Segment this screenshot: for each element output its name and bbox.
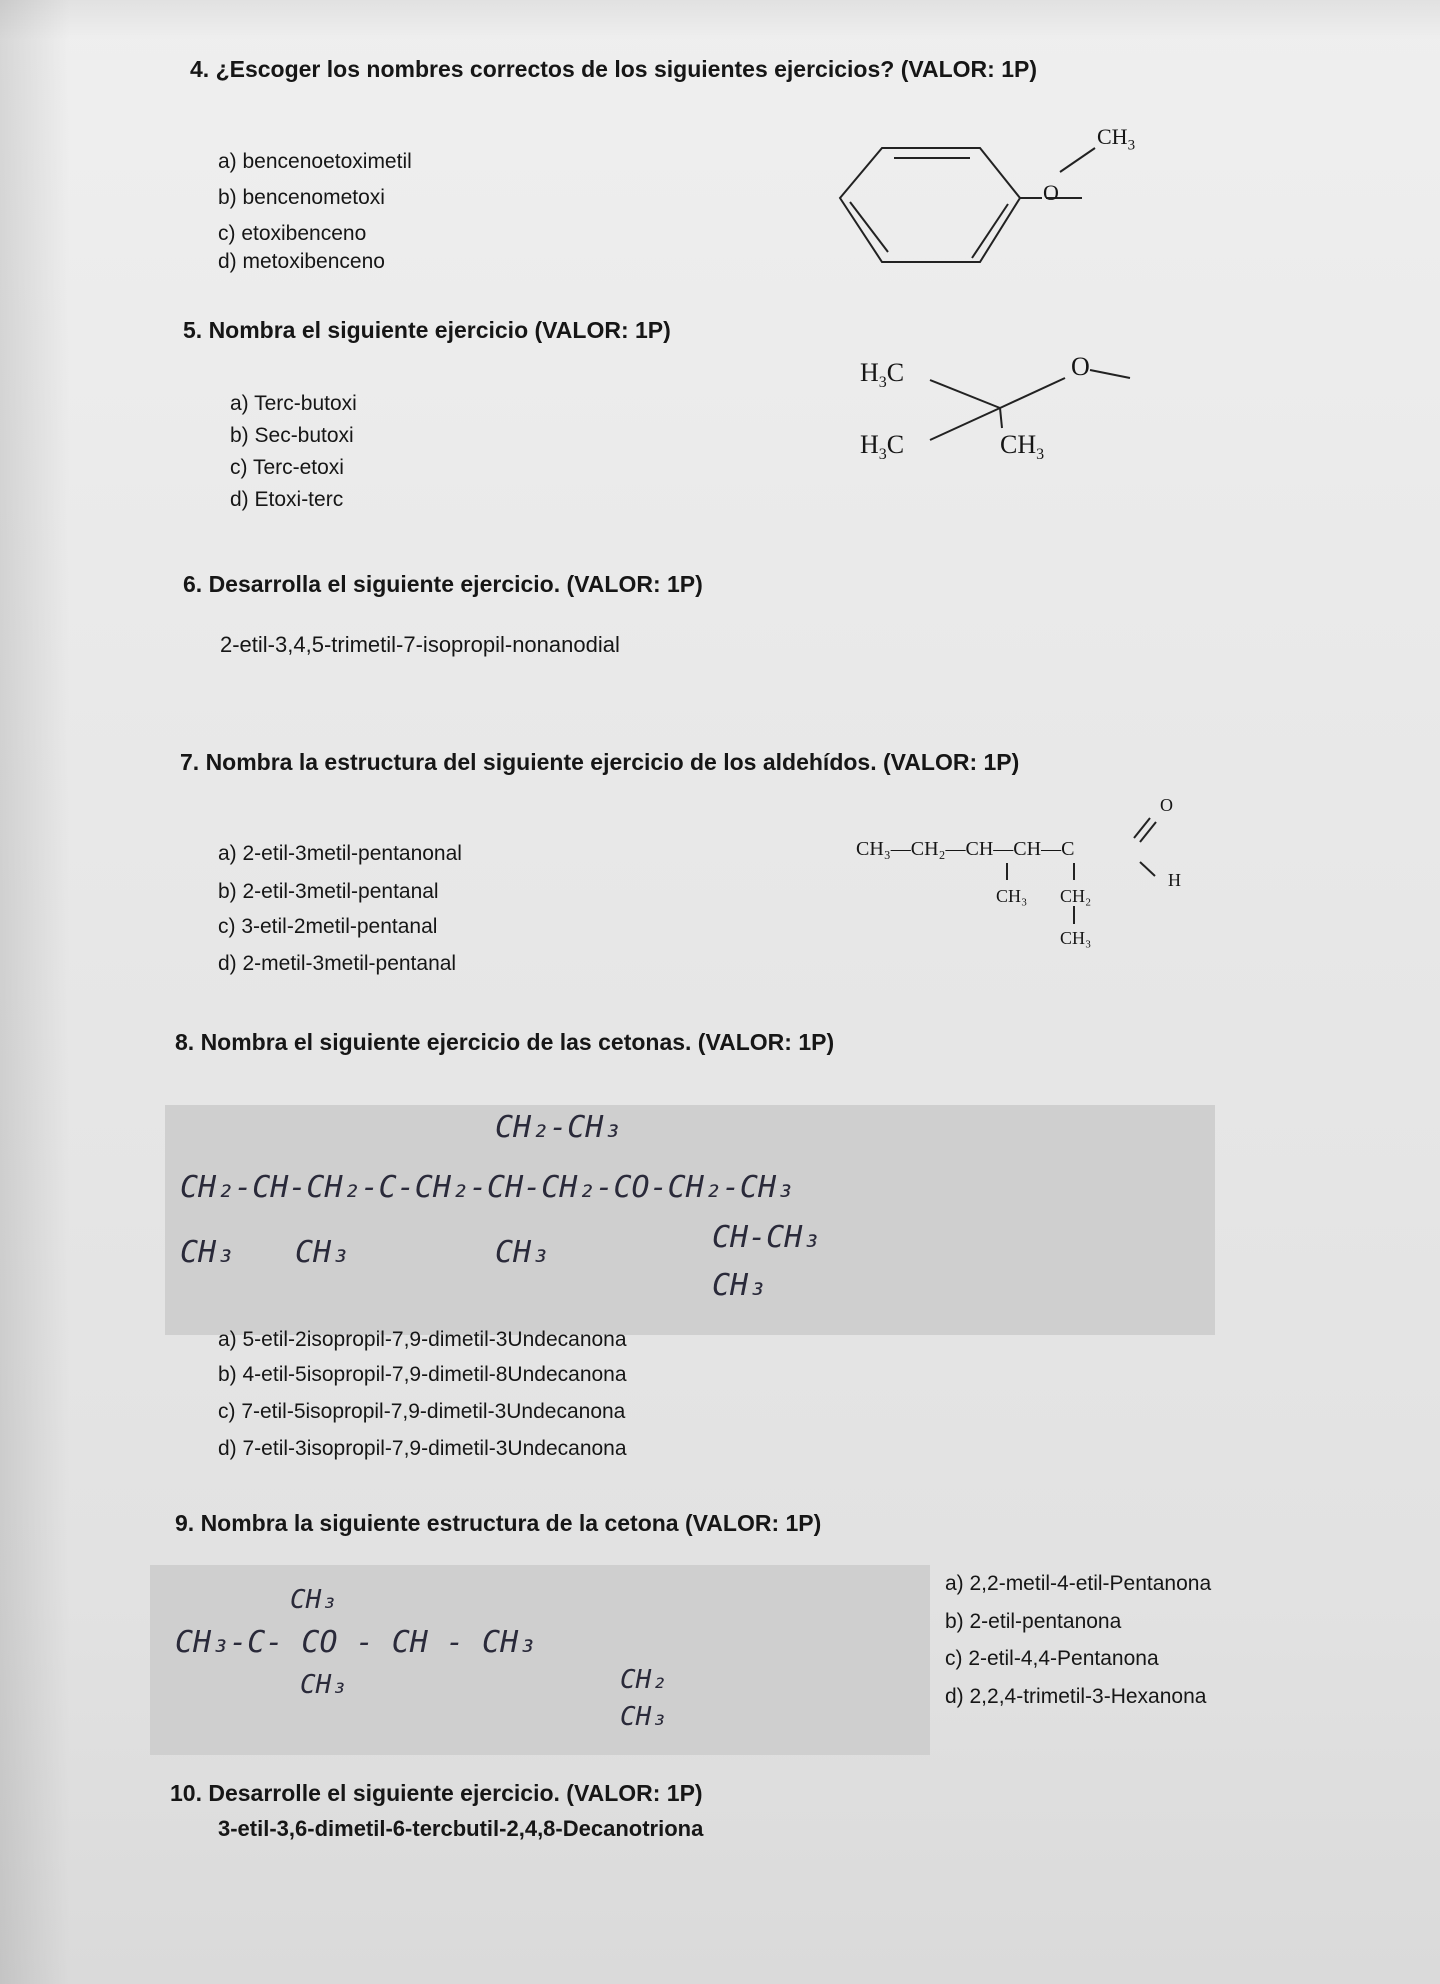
q4-option-d[interactable]: d) metoxibenceno	[218, 250, 385, 273]
q8-top-branch: CH₂-CH₃	[495, 1110, 622, 1145]
q8-branch-1: CH₃	[180, 1235, 235, 1270]
q9-branch-2: CH₂	[620, 1665, 667, 1695]
q7-sub-ch3: CH₃	[996, 886, 1028, 906]
q6-compound-name: 2-etil-3,4,5-trimetil-7-isopropil-nonanodial	[220, 632, 620, 657]
q9-structure-box	[150, 1565, 930, 1755]
question-8-title: 8. Nombra el siguiente ejercicio de las cetonas. (VALOR: 1P)	[175, 1029, 835, 1055]
q8-branch-3: CH₃	[495, 1235, 550, 1270]
q9-option-a[interactable]: a) 2,2-metil-4-etil-Pentanona	[945, 1572, 1212, 1595]
q8-structure-box	[165, 1105, 1215, 1335]
q7-sub-ch3-end: CH₃	[1060, 928, 1092, 948]
q5-h3c-top: $H_3C$	[860, 358, 905, 392]
q9-option-c[interactable]: c) 2-etil-4,4-Pentanona	[945, 1647, 1159, 1670]
question-9-title: 9. Nombra la siguiente estructura de la cetona (VALOR: 1P)	[175, 1510, 822, 1536]
question-7-title: 7. Nombra la estructura del siguiente ejercicio de los aldehídos. (VALOR: 1P)	[180, 749, 1020, 775]
q4-option-a[interactable]: a) bencenoetoximetil	[218, 150, 412, 173]
q7-aldehyde-h: H	[1168, 870, 1181, 890]
q8-option-a[interactable]: a) 5-etil-2isopropil-7,9-dimetil-3Undecanona	[218, 1328, 627, 1351]
q10-compound-name: 3-etil-3,6-dimetil-6-tercbutil-2,4,8-Decanotriona	[218, 1816, 704, 1841]
q8-option-d[interactable]: d) 7-etil-3isopropil-7,9-dimetil-3Undecanona	[218, 1437, 627, 1460]
q5-option-b[interactable]: b) Sec-butoxi	[230, 424, 354, 447]
question-4-title: 4. ¿Escoger los nombres correctos de los siguientes ejercicios? (VALOR: 1P)	[190, 56, 1037, 82]
page-shadow-top	[0, 0, 1440, 40]
q8-main-chain: CH₂-CH-CH₂-C-CH₂-CH-CH₂-CO-CH₂-CH₃	[180, 1170, 795, 1205]
q8-option-c[interactable]: c) 7-etil-5isopropil-7,9-dimetil-3Undecanona	[218, 1400, 626, 1423]
q9-branch-3: CH₃	[620, 1702, 667, 1732]
q8-branch-2: CH₃	[295, 1235, 350, 1270]
q7-option-c[interactable]: c) 3-etil-2metil-pentanal	[218, 915, 438, 938]
q7-option-d[interactable]: d) 2-metil-3metil-pentanal	[218, 952, 457, 975]
q9-option-d[interactable]: d) 2,2,4-trimetil-3-Hexanona	[945, 1685, 1207, 1708]
page-shadow-left	[0, 0, 70, 1984]
q7-carbonyl-oxygen: O	[1160, 795, 1173, 815]
q8-branch-5: CH₃	[712, 1268, 767, 1303]
question-5-title: 5. Nombra el siguiente ejercicio (VALOR: 1P)	[183, 317, 671, 343]
q4-oxygen-label: O	[1043, 180, 1059, 205]
q8-option-b[interactable]: b) 4-etil-5isopropil-7,9-dimetil-8Undecanona	[218, 1363, 627, 1386]
q7-option-a[interactable]: a) 2-etil-3metil-pentanonal	[218, 842, 462, 865]
q5-option-c[interactable]: c) Terc-etoxi	[230, 456, 344, 479]
question-10-title: 10. Desarrolle el siguiente ejercicio. (VALOR: 1P)	[170, 1780, 703, 1806]
q9-top-branch: CH₃	[290, 1585, 337, 1615]
q5-h3c-bottom: $H_3C$	[860, 430, 905, 464]
q4-ch3-label: $CH_3$	[1097, 124, 1136, 154]
q9-branch-1: CH₃	[300, 1670, 347, 1700]
q4-option-b[interactable]: b) bencenometoxi	[218, 186, 385, 209]
q4-benzene-structure	[820, 120, 1200, 280]
q9-option-b[interactable]: b) 2-etil-pentanona	[945, 1610, 1122, 1633]
q7-main-chain: CH₃—CH₂—CH—CH—C	[856, 838, 1075, 860]
q5-option-d[interactable]: d) Etoxi-terc	[230, 488, 344, 511]
q9-main-chain: CH₃-C- CO - CH - CH₃	[175, 1625, 537, 1660]
q5-option-a[interactable]: a) Terc-butoxi	[230, 392, 357, 415]
q7-sub-ch2: CH₂	[1060, 886, 1092, 906]
q4-option-c[interactable]: c) etoxibenceno	[218, 222, 367, 245]
q5-ch3: $CH_3$	[1000, 430, 1045, 464]
q5-oxygen: O	[1071, 352, 1090, 381]
q7-option-b[interactable]: b) 2-etil-3metil-pentanal	[218, 880, 439, 903]
question-6-title: 6. Desarrolla el siguiente ejercicio. (VALOR: 1P)	[183, 571, 703, 597]
q8-branch-4: CH-CH₃	[712, 1220, 821, 1255]
